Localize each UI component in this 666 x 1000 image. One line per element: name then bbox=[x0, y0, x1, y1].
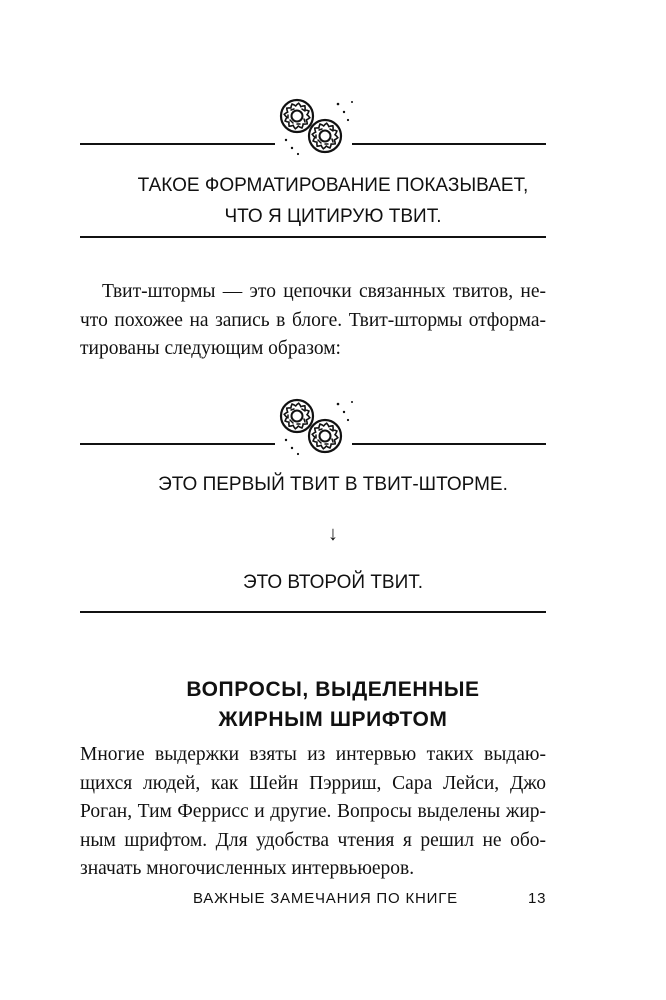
paragraph-line: ным шрифтом. Для удобства чтения я решил не обо- bbox=[80, 829, 546, 851]
donuts-icon bbox=[270, 92, 360, 162]
paragraph-line: Твит-штормы — это цепочки связанных твитов, не- bbox=[102, 281, 546, 302]
section-heading bbox=[0, 675, 666, 735]
paragraph-line: тированы следующим образом: bbox=[80, 338, 341, 359]
page-number: 13 bbox=[528, 890, 547, 907]
donuts-icon bbox=[270, 392, 360, 462]
paragraph-line: Роган, Тим Феррисс и другие. Вопросы выделены жир- bbox=[80, 801, 546, 822]
quoted-tweet-line-2: ЧТО Я ЦИТИРУЮ ТВИТ. bbox=[224, 206, 442, 227]
storm-bottom-rule bbox=[80, 611, 546, 613]
quoted-tweet-line-1: ТАКОЕ ФОРМАТИРОВАНИЕ ПОКАЗЫВАЕТ, bbox=[137, 175, 529, 196]
paragraph-bold-questions bbox=[80, 741, 546, 884]
paragraph-line: что похожее на запись в блоге. Твит-штормы отформа- bbox=[80, 309, 546, 331]
paragraph-line: Многие выдержки взяты из интервью таких выдаю- bbox=[80, 744, 546, 765]
top-rule-right bbox=[352, 143, 546, 145]
tweetstorm-second-tweet: ЭТО ВТОРОЙ ТВИТ. bbox=[242, 572, 424, 593]
quoted-tweet bbox=[0, 170, 666, 232]
paragraph-line: щихся людей, как Шейн Пэрриш, Сара Лейси, Джо bbox=[80, 772, 546, 794]
section-heading-line-2: ЖИРНЫМ ШРИФТОМ bbox=[218, 708, 448, 731]
tweet-bottom-rule bbox=[80, 236, 546, 238]
section-heading-line-1: ВОПРОСЫ, ВЫДЕЛЕННЫЕ bbox=[186, 678, 480, 701]
paragraph-line: значать многочисленных интервьюеров. bbox=[80, 858, 415, 879]
running-title: ВАЖНЫЕ ЗАМЕЧАНИЯ ПО КНИГЕ bbox=[193, 890, 458, 907]
storm-rule-left bbox=[80, 443, 275, 445]
paragraph-tweetstorms bbox=[80, 278, 546, 364]
tweetstorm-arrow-icon: ↓ bbox=[328, 523, 338, 545]
storm-rule-right bbox=[352, 443, 546, 445]
top-rule-left bbox=[80, 143, 275, 145]
tweetstorm-first-tweet: ЭТО ПЕРВЫЙ ТВИТ В ТВИТ-ШТОРМЕ. bbox=[158, 474, 508, 495]
